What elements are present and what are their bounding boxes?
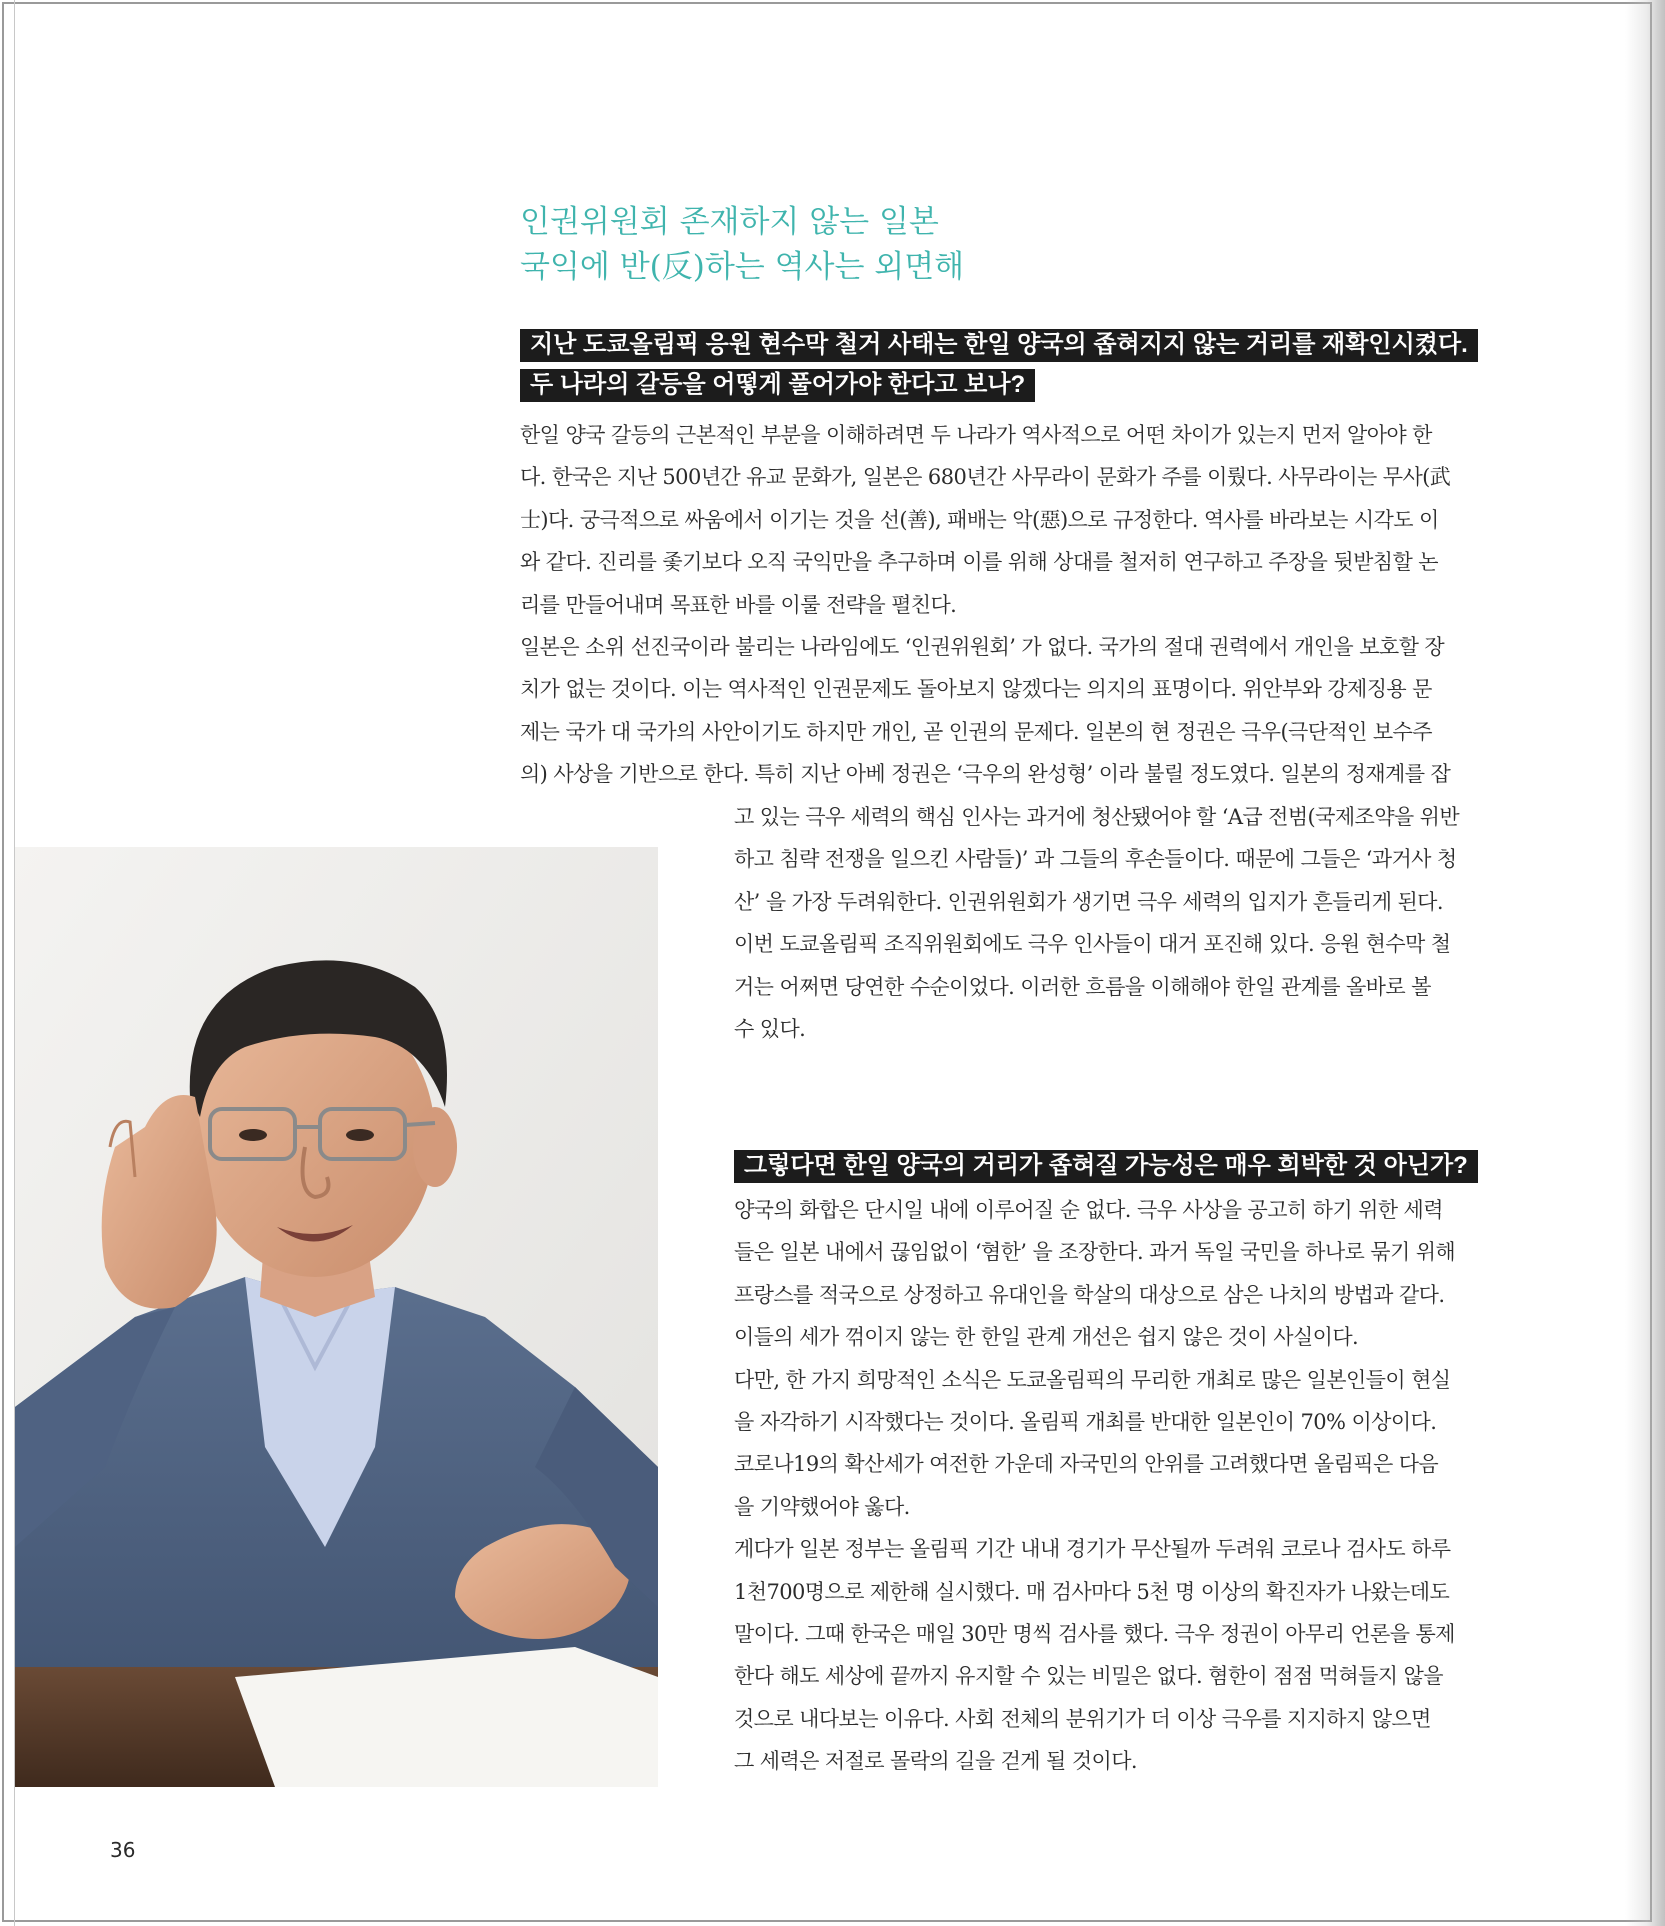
answer-1-wide — [520, 414, 1500, 796]
text-line: 하고 침략 전쟁을 일으킨 사람들)’ 과 그들의 후손들이다. 때문에 그들은 ‘과거사 청 — [734, 847, 1457, 872]
text-line: 다. 한국은 지난 500년간 유교 문화가, 일본은 680년간 사무라이 문화가 주를 이뤘다. 사무라이는 무사(武 — [520, 465, 1451, 490]
interviewee-photo — [15, 847, 658, 1787]
text-line: 그 세력은 저절로 몰락의 길을 걷게 될 것이다. — [734, 1749, 1137, 1774]
question-1-line-1: 지난 도쿄올림픽 응원 현수막 철거 사태는 한일 양국의 좁혀지지 않는 거리를 재확인시켰다. — [520, 329, 1478, 362]
text-line: 수 있다. — [734, 1017, 806, 1042]
text-line: 것으로 내다보는 이유다. 사회 전체의 분위기가 더 이상 극우를 지지하지 않으면 — [734, 1706, 1431, 1731]
text-line: 을 자각하기 시작했다는 것이다. 올림픽 개최를 반대한 일본인이 70% 이상이다. — [734, 1410, 1437, 1435]
text-line: 게다가 일본 정부는 올림픽 기간 내내 경기가 무산될까 두려워 코로나 검사도 하루 — [734, 1537, 1451, 1562]
spine-shadow — [1625, 0, 1665, 1926]
text-line: 士)다. 궁극적으로 싸움에서 이기는 것을 선(善), 패배는 악(惡)으로 규정한다. 역사를 바라보는 시각도 이 — [520, 507, 1439, 532]
text-line: 고 있는 극우 세력의 핵심 인사는 과거에 청산됐어야 할 ‘A급 전범(국제조약을 위반 — [734, 805, 1460, 829]
text-line: 와 같다. 진리를 좇기보다 오직 국익만을 추구하며 이를 위해 상대를 철저히 연구하고 주장을 뒷받침할 논 — [520, 550, 1438, 575]
question-1 — [520, 329, 1478, 409]
text-line: 한일 양국 갈등의 근본적인 부분을 이해하려면 두 나라가 역사적으로 어떤 차이가 있는지 먼저 알아야 한 — [520, 423, 1432, 447]
section-title-line-1: 인권위원회 존재하지 않는 일본 — [520, 204, 939, 240]
answer-1-narrow — [734, 796, 1504, 1050]
text-line: 제는 국가 대 국가의 사안이기도 하지만 개인, 곧 인권의 문제다. 일본의 현 정권은 극우(극단적인 보수주 — [520, 719, 1432, 744]
text-line: 거는 어쩌면 당연한 수순이었다. 이러한 흐름을 이해해야 한일 관계를 올바로 볼 — [734, 974, 1431, 999]
answer-2 — [734, 1189, 1504, 1783]
page-number: 36 — [110, 1838, 136, 1862]
text-line: 다만, 한 가지 희망적인 소식은 도쿄올림픽의 무리한 개최로 많은 일본인들이 현실 — [734, 1367, 1451, 1392]
text-line: 을 기약했어야 옳다. — [734, 1494, 910, 1519]
text-line: 코로나19의 확산세가 여전한 가운데 자국민의 안위를 고려했다면 올림픽은 다음 — [734, 1452, 1439, 1477]
text-line: 양국의 화합은 단시일 내에 이루어질 순 없다. 극우 사상을 공고히 하기 위한 세력 — [734, 1198, 1443, 1222]
text-line: 리를 만들어내며 목표한 바를 이룰 전략을 펼친다. — [520, 592, 957, 617]
text-line: 치가 없는 것이다. 이는 역사적인 인권문제도 돌아보지 않겠다는 의지의 표명이다. 위안부와 강제징용 문 — [520, 677, 1432, 702]
text-line: 프랑스를 적국으로 상정하고 유대인을 학살의 대상으로 삼은 나치의 방법과 같다. — [734, 1282, 1445, 1307]
text-line: 1천700명으로 제한해 실시했다. 매 검사마다 5천 명 이상의 확진자가 나왔는데도 — [734, 1579, 1450, 1604]
text-line: 말이다. 그때 한국은 매일 30만 명씩 검사를 했다. 극우 정권이 아무리 언론을 통제 — [734, 1622, 1455, 1647]
question-1-line-2: 두 나라의 갈등을 어떻게 풀어가야 한다고 보나? — [520, 369, 1035, 402]
text-line: 들은 일본 내에서 끊임없이 ‘혐한’ 을 조장한다. 과거 독일 국민을 하나로 묶기 위해 — [734, 1240, 1456, 1265]
text-line: 이들의 세가 꺾이지 않는 한 한일 관계 개선은 쉽지 않은 것이 사실이다. — [734, 1325, 1359, 1350]
text-line: 의) 사상을 기반으로 한다. 특히 지난 아베 정권은 ‘극우의 완성형’ 이라 불릴 정도였다. 일본의 정재계를 잡 — [520, 762, 1451, 787]
text-line: 산’ 을 가장 두려워한다. 인권위원회가 생기면 극우 세력의 입지가 흔들리게 된다. — [734, 889, 1443, 914]
section-title — [520, 200, 1420, 290]
text-line: 일본은 소위 선진국이라 불리는 나라임에도 ‘인권위원회’ 가 없다. 국가의 절대 권력에서 개인을 보호할 장 — [520, 635, 1445, 660]
text-line: 이번 도쿄올림픽 조직위원회에도 극우 인사들이 대거 포진해 있다. 응원 현수막 철 — [734, 932, 1451, 957]
question-2 — [734, 1150, 1478, 1190]
question-2-line-1: 그렇다면 한일 양국의 거리가 좁혀질 가능성은 매우 희박한 것 아닌가? — [734, 1150, 1478, 1183]
section-title-line-2: 국익에 반(反)하는 역사는 외면해 — [520, 249, 965, 285]
text-line: 한다 해도 세상에 끝까지 유지할 수 있는 비밀은 없다. 혐한이 점점 먹혀들지 않을 — [734, 1664, 1443, 1689]
